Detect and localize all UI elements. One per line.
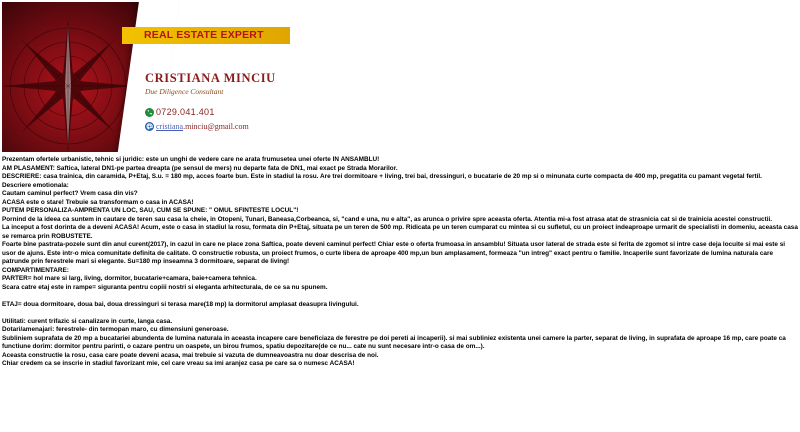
consultant-name: CRISTIANA MINCIU bbox=[145, 71, 276, 85]
listing-line: Scara catre etaj este in rampe= siguranta pentru copiii nostri si eleganta arhitecturala, de ce sa nu spunem. bbox=[2, 283, 328, 291]
listing-line: DESCRIERE: casa trainica, din caramida, P+Etaj, S.u. = 180 mp, acces foarte bun. Este in stadiul la rosu. Are trei dormitoare + living, trei bai, dressinguri, o bucatarie de 20 mp si o minunata curte compacta de 400 mp, pregatita cu pamant vegetal fertil. bbox=[2, 173, 762, 180]
listing-line: PUTEM PERSONALIZA-AMPRENTA UN LOC, SAU, CUM SE SPUNE: " OMUL SFINTESTE LOCUL"! bbox=[2, 207, 299, 214]
listing-line: Dotari/amenajari: ferestrele- din termopan maro, cu dimensiuni generoase. bbox=[2, 326, 229, 333]
business-card bbox=[2, 2, 290, 152]
email-address-prefix: cristiana bbox=[156, 121, 184, 131]
phone-icon bbox=[145, 108, 154, 117]
listing-line: COMPARTIMENTARE: bbox=[2, 266, 69, 274]
listing-line: Aceasta constructie la rosu, casa care poate deveni acasa, mai trebuie si vazuta de dumneavoastra nu doar descrisa de noi. bbox=[2, 351, 379, 359]
email-address-rest: .minciu@gmail.com bbox=[183, 121, 249, 131]
email-contact bbox=[145, 120, 249, 132]
listing-line: Descriere emotionala: bbox=[2, 181, 69, 189]
listing-line: AM PLASAMENT: Saftica, lateral DN1-pe partea dreapta (pe sensul de mers) nu departe fata de DN1, mai exact pe Strada Morarilor. bbox=[2, 164, 398, 172]
listing-line: La inceput a fost dorinta de a deveni ACASA! Acum, este o casa in stadiul la rosu, formata din P+Etaj, situata pe un teren de 500 mp. Ridicata pe un teren cumparat cu mintea si cu sufletul, cu un proiect indeaproape urmarit de specialisti in domeniu, aceasta casa se remarca prin ROBUSTETE. bbox=[2, 224, 798, 240]
phone-contact bbox=[145, 106, 215, 118]
consultant-role: Due Diligence Consultant bbox=[145, 87, 224, 96]
listing-line: Pornind de la ideea ca suntem in cautare de teren sau casa la cheie, in Otopeni, Tunari, Baneasa,Corbeanca, si, "cand e una, nu e alta", as arunca o privire spre aceasta oferta. Atentia mi-a fost atrasa atat de strasnicia cat si de trainicia acestei constructii. bbox=[2, 215, 773, 223]
blank-line bbox=[2, 309, 798, 318]
listing-line: Cautam caminul perfect? Vrem casa din vis? bbox=[2, 190, 138, 197]
listing-line: Prezentam ofertele urbanistic, tehnic si juridic: este un unghi de vedere care ne arata frumusetea unei oferte IN ANSAMBLU! bbox=[2, 156, 380, 163]
listing-line: PARTER= hol mare si larg, living, dormitor, bucatarie+camara, baie+camera tehnica. bbox=[2, 275, 257, 282]
listing-line: ACASA este o stare! Trebuie sa transformam o casa in ACASA! bbox=[2, 198, 194, 206]
listing-description bbox=[2, 156, 798, 369]
listing-line: Utilitati: curent trifazic si canalizare in curte, langa casa. bbox=[2, 317, 173, 325]
listing-line: Subliniem suprafata de 20 mp a bucatariei abundenta de lumina naturala in aceasta incapere care beneficiaza de ferestre pe doi pereti ai incaperii). si mai subliniez existenta unei camere la parter, separat de living, in suprafata de aproape 16 mp, care poate ca functiune dorim: dormitor pentru parinti, o cazare pentru un oaspete, un birou frumos, spatiu depozitare(de ce nu... cate nu sunt necesare intr-o casa de om...). bbox=[2, 334, 786, 350]
email-icon bbox=[145, 122, 154, 131]
listing-line: ETAJ= doua dormitoare, doua bai, doua dressinguri si terasa mare(18 mp) la dormitorul amplasat deasupra livingului. bbox=[2, 300, 359, 308]
phone-number: 0729.041.401 bbox=[156, 107, 215, 117]
banner-title: REAL ESTATE EXPERT bbox=[144, 29, 264, 41]
listing-line: Chiar credem ca se inscrie in stadiul favorizant mie, cel care vreau sa imi aranjez casa pe care sa o numesc ACASA! bbox=[2, 360, 355, 367]
compass-icon bbox=[2, 2, 140, 152]
email-address[interactable] bbox=[156, 122, 249, 131]
blank-line bbox=[2, 292, 798, 301]
listing-line: Foarte bine pastrata-pozele sunt din anul curent(2017), in cazul in care ne place zona Saftica, poate deveni caminul perfect! Chiar este o oferta frumoasa in ansamblu! Situata usor lateral de strada este si ferita de zgomot si intre case deja locuite si mai este si usor de ajuns. Este intr-o mica comunitate definita de calitate. O constructie robusta, un proiect frumos, o curte libera de aproape 400 mp,un bun amplasament, formeaza "un intreg" exact pentru o familie. Incaperile sunt favorizate de lumina naturala care patrunde prin ferestrele mari si elegante. Su=180 mp inseamna 3 dormitoare, separat de living! bbox=[2, 241, 786, 265]
